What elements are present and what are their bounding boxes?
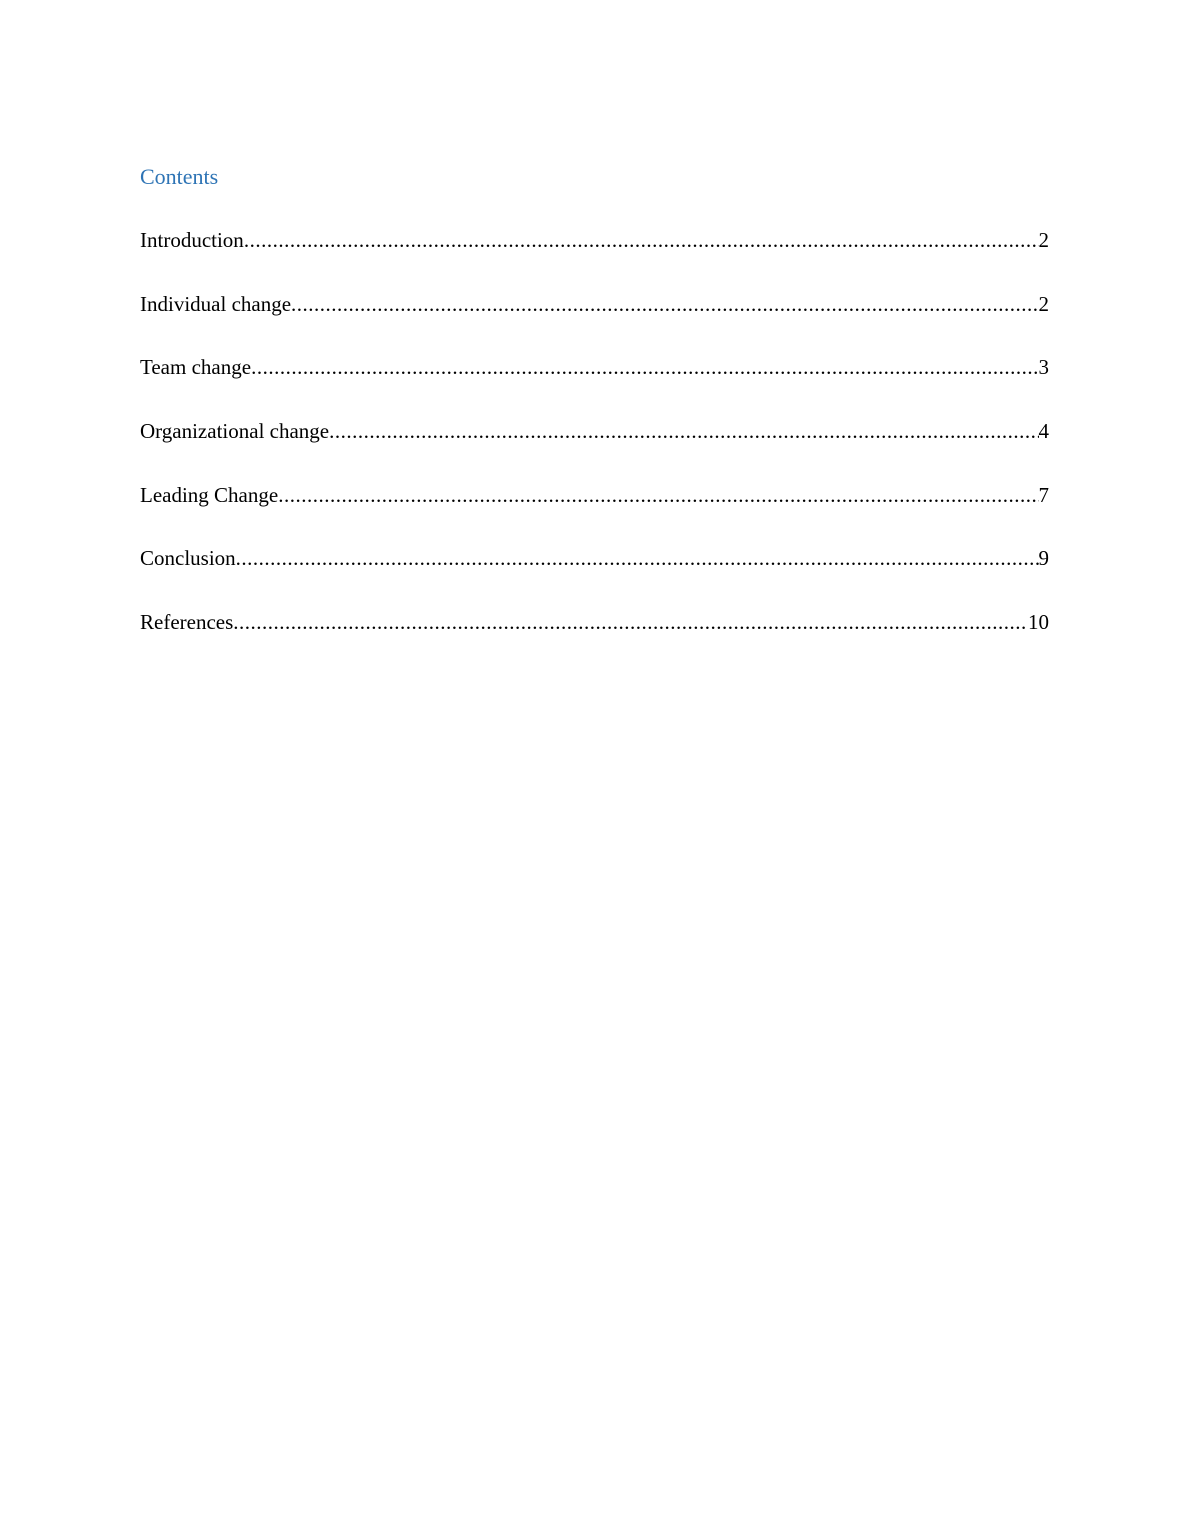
table-of-contents (140, 226, 1049, 672)
toc-dot-leader (278, 481, 1038, 509)
toc-entry-page-number: 7 (1038, 482, 1049, 507)
toc-entry-page-number: 10 (1028, 610, 1049, 635)
toc-entry-references[interactable] (140, 608, 1049, 672)
toc-entry-conclusion[interactable] (140, 544, 1049, 608)
toc-dot-leader (329, 417, 1038, 445)
toc-entry-title: Team change (140, 355, 252, 380)
toc-entry-title: References (140, 610, 234, 635)
toc-entry-leading-change[interactable] (140, 481, 1049, 545)
toc-dot-leader (233, 608, 1028, 636)
toc-entry-title: Individual change (140, 291, 292, 316)
toc-heading: Contents (140, 164, 219, 189)
toc-entry-page-number: 2 (1038, 228, 1049, 252)
toc-dot-leader (236, 544, 1039, 572)
toc-entry-organizational-change[interactable] (140, 417, 1049, 481)
toc-entry-team-change[interactable] (140, 353, 1049, 417)
toc-entry-introduction[interactable] (140, 226, 1049, 290)
toc-entry-page-number: 2 (1038, 291, 1049, 316)
toc-dot-leader (251, 353, 1038, 381)
toc-entry-title: Leading Change (140, 482, 279, 507)
toc-entry-individual-change[interactable] (140, 290, 1049, 354)
toc-dot-leader (291, 290, 1038, 318)
toc-entry-page-number: 3 (1038, 355, 1049, 380)
toc-entry-title: Introduction (140, 228, 244, 252)
toc-dot-leader (244, 226, 1039, 254)
toc-entry-page-number: 4 (1038, 419, 1049, 444)
toc-entry-title: Organizational change (140, 419, 330, 444)
toc-entry-title: Conclusion (140, 546, 236, 571)
toc-entry-page-number: 9 (1038, 546, 1049, 571)
